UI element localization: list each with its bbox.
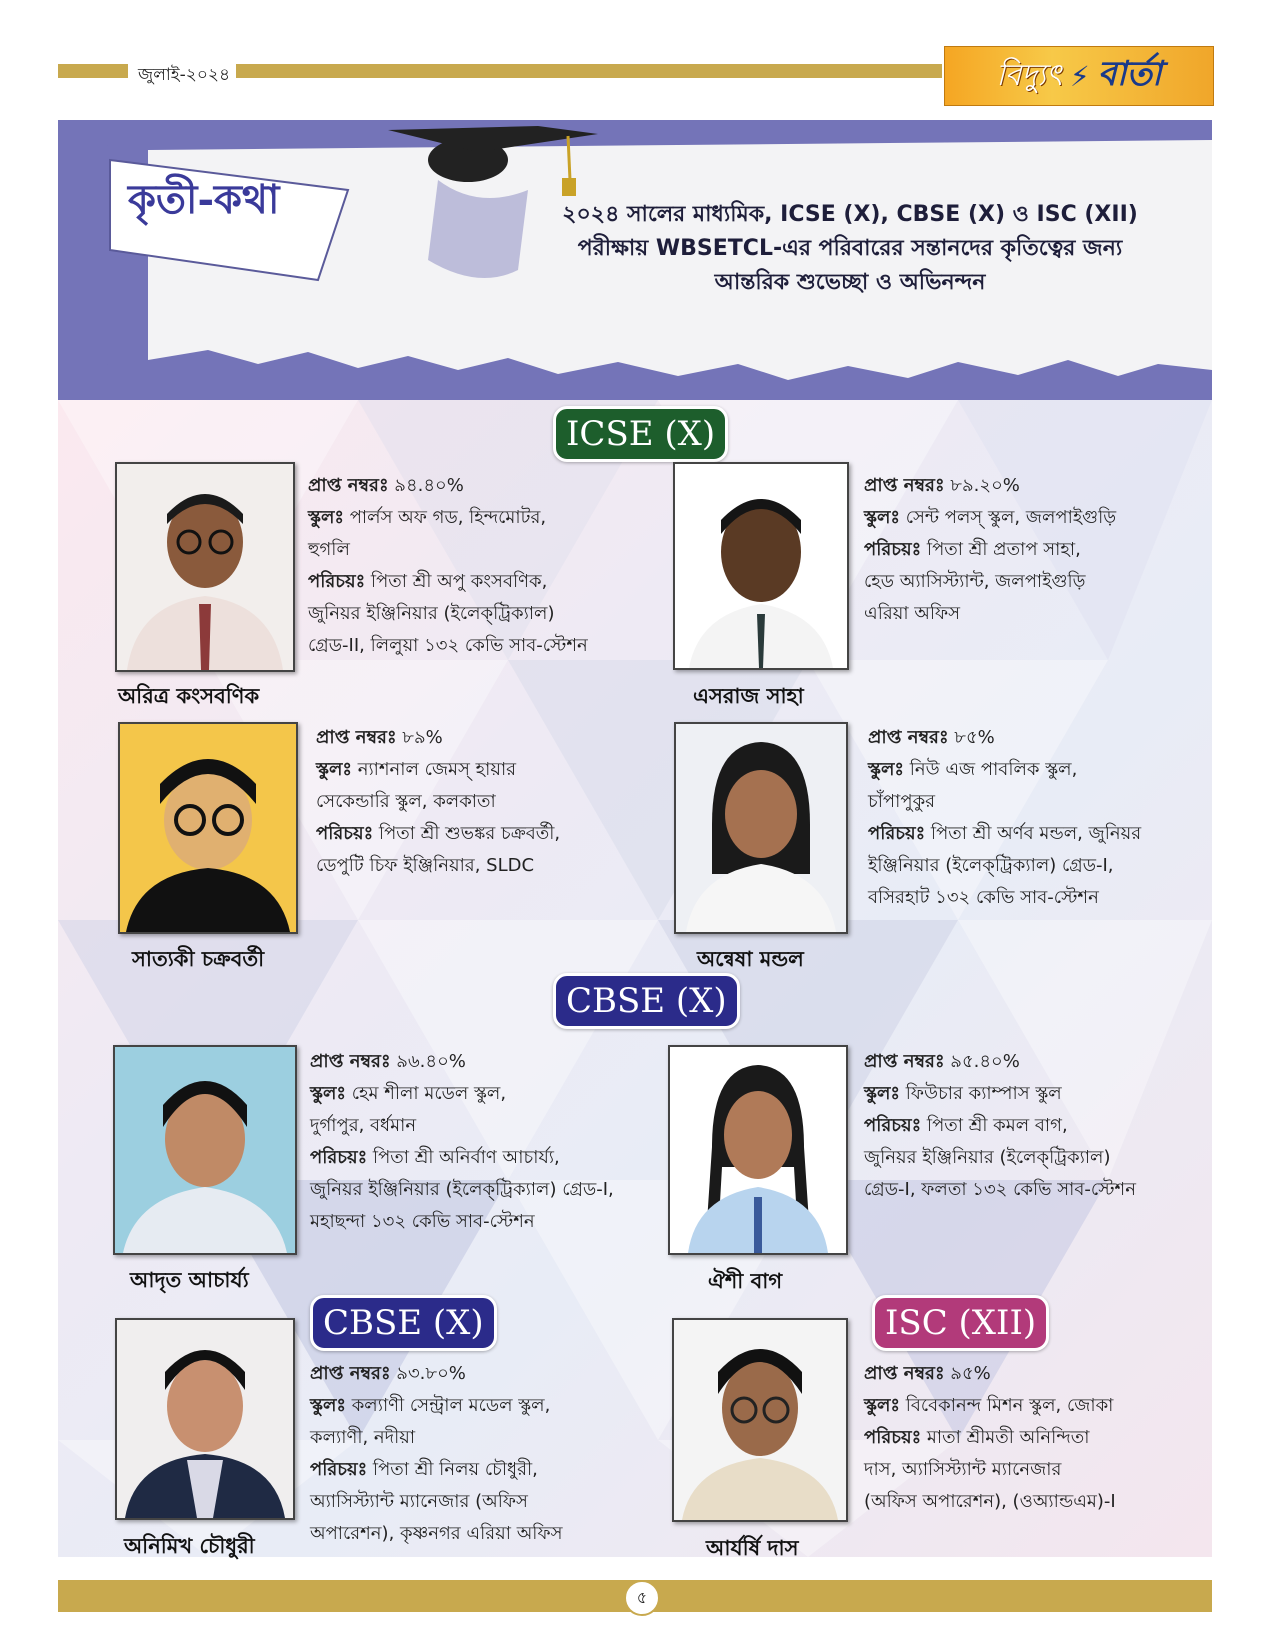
intro-label: পরিচয়ঃ [868,823,926,844]
marks-label: প্রাপ্ত নম্বরঃ [864,1051,945,1072]
intro-line: বসিরহাট ১৩২ কেভি সাব-স্টেশন [868,887,1099,908]
student-photo [113,1045,297,1255]
student-photo [674,722,848,934]
intro-line: অ্যাসিস্ট্যান্ট ম্যানেজার (অফিস [310,1491,528,1512]
marks-value: ৮৫% [954,727,995,748]
intro-line: গ্রেড-I, ফলতা ১৩২ কেভি সাব-স্টেশন [864,1179,1136,1200]
lightning-icon: ⚡ [1069,59,1090,93]
marks-label: প্রাপ্ত নম্বরঃ [310,1363,391,1384]
marks-label: প্রাপ্ত নম্বরঃ [316,727,397,748]
intro-line: পিতা শ্রী নিলয় চৌধুরী, [372,1459,538,1480]
student-photo [672,1318,848,1522]
brand-part1: বিদ্যুৎ [996,57,1062,93]
intro-label: পরিচয়ঃ [864,539,922,560]
brand-part2: বার্তা [1097,53,1162,94]
headline-line-2: পরীক্ষায় WBSETCL-এর পরিবারের সন্তানদের কৃতিত্বের জন্য [577,236,1123,261]
school-line: হেম শীলা মডেল স্কুল, [351,1083,507,1104]
section-badge-cbse: CBSE (X) [553,973,740,1029]
school-line: দুর্গাপুর, বর্ধমান [310,1115,417,1136]
intro-label: পরিচয়ঃ [310,1147,368,1168]
school-line: পার্লস অফ গড, হিন্দমোটর, [349,507,547,528]
student-photo [673,462,849,670]
student-info [310,1358,563,1550]
student-photo [115,462,295,672]
school-line: হুগলি [308,539,350,560]
intro-line: এরিয়া অফিস [864,603,961,624]
section-badge-cbse-2: CBSE (X) [310,1295,497,1351]
intro-line: দাস, অ্যাসিস্ট্যান্ট ম্যানেজার [864,1459,1062,1480]
school-label: স্কুলঃ [310,1395,346,1416]
student-name: এসরাজ সাহা [693,684,804,708]
headline-line-1: ২০২৪ সালের মাধ্যমিক, ICSE (X), CBSE (X) ও ISC (XII) [562,202,1138,227]
marks-value: ৮৯% [402,727,443,748]
student-info [308,470,588,662]
section-badge-isc: ISC (XII) [872,1295,1049,1351]
banner [58,120,1212,400]
intro-line: গ্রেড-II, লিলুয়া ১৩২ কেভি সাব-স্টেশন [308,635,588,656]
school-line: বিবেকানন্দ মিশন স্কুল, জোকা [905,1395,1114,1416]
issue-date: জুলাই-২০২৪ [132,62,236,90]
student-info [868,722,1141,914]
marks-value: ৯৫.৪০% [950,1051,1020,1072]
student-photo [115,1318,295,1520]
section-badge-icse: ICSE (X) [553,406,728,462]
school-line: ফিউচার ক্যাম্পাস স্কুল [905,1083,1062,1104]
school-line: চাঁপাপুকুর [868,791,936,812]
intro-label: পরিচয়ঃ [308,571,366,592]
school-line: নিউ এজ পাবলিক স্কুল, [909,759,1078,780]
student-info [864,1046,1136,1206]
intro-line: পিতা শ্রী কমল বাগ, [926,1115,1068,1136]
marks-value: ৯৫% [950,1363,991,1384]
student-name: অরিত্র কংসবণিক [118,684,260,708]
school-label: স্কুলঃ [316,759,352,780]
school-label: স্কুলঃ [308,507,344,528]
header-rule-left [58,64,128,78]
school-label: স্কুলঃ [864,507,900,528]
school-label: স্কুলঃ [864,1083,900,1104]
student-info [864,470,1116,630]
marks-label: প্রাপ্ত নম্বরঃ [308,475,389,496]
intro-line: জুনিয়র ইঞ্জিনিয়ার (ইলেক্‌ট্রিক্যাল) [864,1147,1111,1168]
school-label: স্কুলঃ [868,759,904,780]
marks-value: ৯৪.৪০% [394,475,464,496]
intro-line: পিতা শ্রী অপু কংসবণিক, [370,571,548,592]
marks-value: ৯৩.৮০% [396,1363,466,1384]
intro-line: পিতা শ্রী প্রতাপ সাহা, [926,539,1081,560]
intro-label: পরিচয়ঃ [864,1115,922,1136]
school-line: ন্যাশনাল জেমস্ হায়ার [357,759,517,780]
student-name: অনিমিখ চৌধুরী [124,1534,255,1558]
student-name: ঐশী বাগ [708,1269,783,1293]
student-info [316,722,560,882]
intro-line: পিতা শ্রী অনির্বাণ আচার্য্য, [372,1147,560,1168]
intro-line: ডেপুটি চিফ ইঞ্জিনিয়ার, SLDC [316,855,535,876]
student-photo [118,722,298,934]
student-info [310,1046,614,1238]
intro-label: পরিচয়ঃ [316,823,374,844]
brand-logo [944,46,1214,106]
page-number: ৫ [624,1580,660,1616]
intro-line: হেড অ্যাসিস্ট্যান্ট, জলপাইগুড়ি [864,571,1086,592]
intro-line: (অফিস অপারেশন), (ওঅ্যান্ডএম)-I [864,1491,1116,1512]
intro-line: অপারেশন), কৃষ্ণনগর এরিয়া অফিস [310,1523,563,1544]
school-label: স্কুলঃ [864,1395,900,1416]
school-line: কল্যাণী সেন্ট্রাল মডেল স্কুল, [351,1395,551,1416]
student-name: আদৃত আচার্য্য [130,1268,249,1292]
marks-label: প্রাপ্ত নম্বরঃ [310,1051,391,1072]
banner-headline [500,198,1200,300]
student-info [864,1358,1116,1518]
intro-label: পরিচয়ঃ [864,1427,922,1448]
marks-label: প্রাপ্ত নম্বরঃ [864,1363,945,1384]
intro-line: ইঞ্জিনিয়ার (ইলেক্‌ট্রিক্যাল) গ্রেড-I, [868,855,1114,876]
intro-line: মহাছন্দা ১৩২ কেভি সাব-স্টেশন [310,1211,535,1232]
student-photo [668,1045,848,1255]
intro-line: জুনিয়র ইঞ্জিনিয়ার (ইলেক্‌ট্রিক্যাল) [308,603,555,624]
header-rule-right [236,64,942,78]
marks-label: প্রাপ্ত নম্বরঃ [864,475,945,496]
school-line: সেকেন্ডারি স্কুল, কলকাতা [316,791,496,812]
school-line: সেন্ট পলস্ স্কুল, জলপাইগুড়ি [905,507,1117,528]
banner-title: কৃতী-কথা [128,176,280,223]
intro-line: জুনিয়র ইঞ্জিনিয়ার (ইলেক্‌ট্রিক্যাল) গ্রেড-I, [310,1179,614,1200]
student-name: আর্যর্ষি দাস [706,1536,799,1560]
marks-value: ৮৯.২০% [950,475,1020,496]
marks-value: ৯৬.৪০% [396,1051,466,1072]
school-label: স্কুলঃ [310,1083,346,1104]
marks-label: প্রাপ্ত নম্বরঃ [868,727,949,748]
intro-line: পিতা শ্রী শুভঙ্কর চক্রবর্তী, [378,823,561,844]
headline-line-3: আন্তরিক শুভেচ্ছা ও অভিনন্দন [714,270,986,295]
intro-line: পিতা শ্রী অর্ণব মন্ডল, জুনিয়র [930,823,1142,844]
intro-line: মাতা শ্রীমতী অনিন্দিতা [926,1427,1090,1448]
student-name: সাত্যকী চক্রবর্তী [132,947,265,971]
intro-label: পরিচয়ঃ [310,1459,368,1480]
school-line: কল্যাণী, নদীয়া [310,1427,416,1448]
student-name: অন্বেষা মন্ডল [697,947,804,971]
